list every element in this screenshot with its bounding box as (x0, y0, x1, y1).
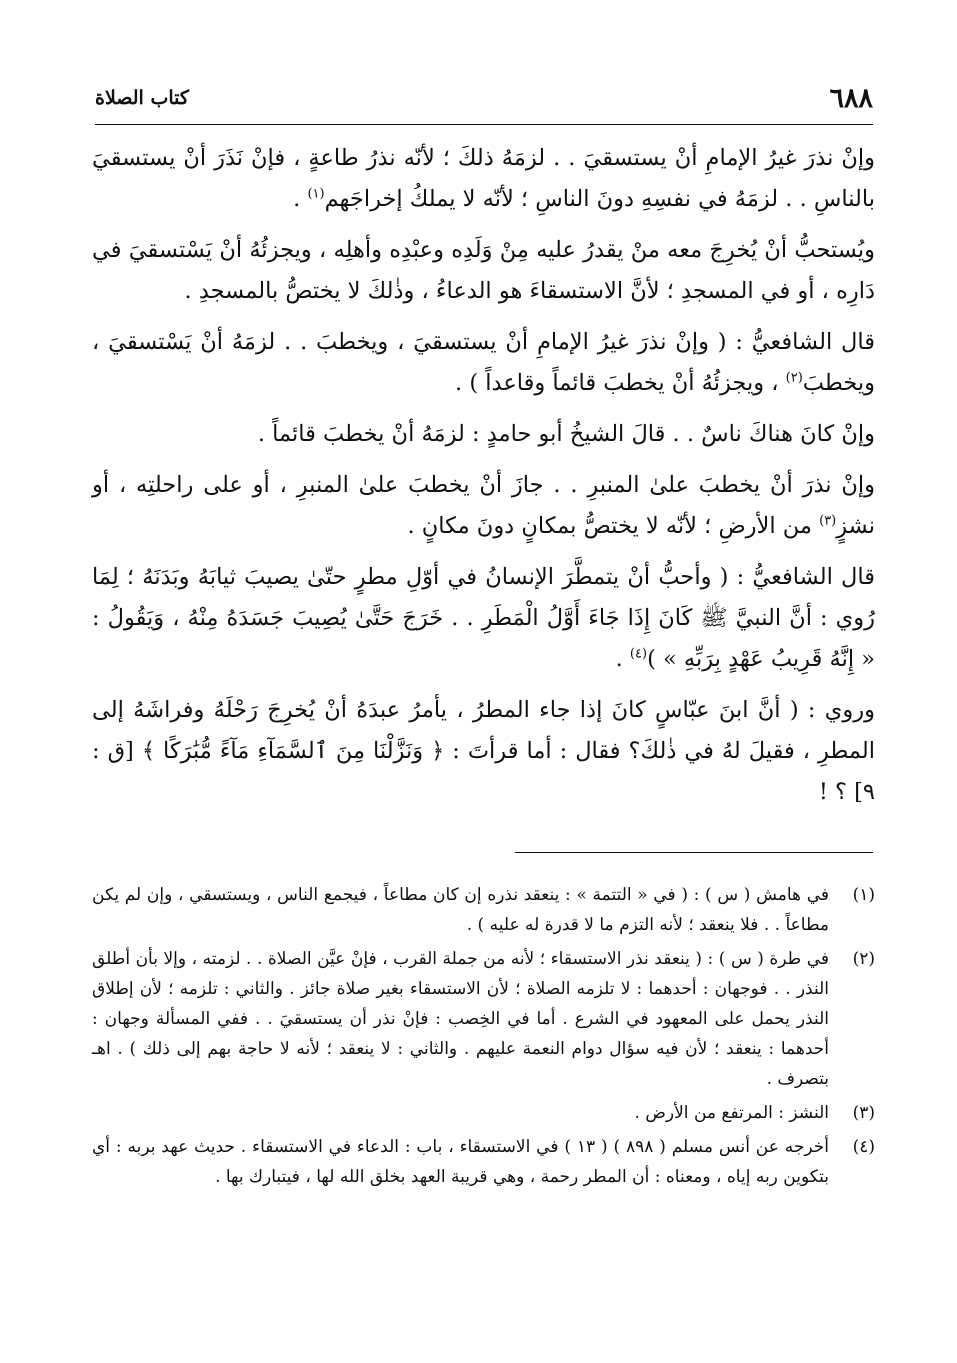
footnote-text: أخرجه عن أنس مسلم ( ٨٩٨ ) ( ١٣ ) في الاستسقاء ، باب : الدعاء في الاستسقاء . حديث عهد بربه : أي بتكوين ربه إياه ، ومعناه : أن المطر رحمة ، وهي قريبة العهد بخلق الله لها ، فيتبارك بها . (92, 1137, 829, 1187)
paragraph-text: وروي : ( أنَّ ابنَ عبّاسٍ كانَ إذا جاء المطرُ ، يأمرُ عبدَهُ أنْ يُخرِجَ رَحْلَهُ وفراشَهُ إلى المطرِ ، فقيلَ لهُ في ذٰلكَ؟ فقال : أما قرأتَ : ﴿ وَنَزَّلْنَا مِنَ ٱلسَّمَآءِ مَآءً مُّبَٰرَكًا ﴾ [ق : ٩] ؟ ! (92, 697, 875, 805)
running-title: كتاب الصلاة (95, 87, 189, 109)
footnote (92, 944, 875, 1094)
paragraph-text: وإنْ نذرَ غيرُ الإمامِ أنْ يستسقيَ . . لزمَهُ ذلكَ ؛ لأنّه نذرُ طاعةٍ ، فإنْ نَذَرَ أنْ يستسقيَ بالناسِ . . لزمَهُ في نفسِهِ دونَ الناسِ ؛ لأنّه لا يملكُ إخراجَهم (92, 145, 875, 212)
footnote-ref: (١) (307, 186, 325, 202)
paragraph (92, 557, 875, 680)
footnote-text: في طرة ( س ) : ( ينعقد نذر الاستسقاء ؛ لأنه من جملة القرب ، فإنْ عيَّن الصلاة . . لزمته ، وإلا بأن أطلق النذر . . فوجهان : أحدهما : لا تلزمه الصلاة ؛ لأن الاستسقاء بغير صلاة جائز . والثاني : تلزمه ؛ لأن إطلاق النذر يحمل على المعهود في الشرع . أما في الخِصب : فإنْ نذر أن يستسقيَ . . ففي المسألة وجهان : أحدهما : ينعقد ؛ لأن فيه سؤال دوام النعمة عليهم . والثاني : لا ينعقد ؛ لأنه لا حاجة بهم إلى ذلك ) . اهـ بتصرف . (92, 949, 829, 1089)
paragraph (92, 465, 875, 547)
footnote (92, 1132, 875, 1192)
paragraph-text: ويُستحبُّ أنْ يُخرِجَ معه منْ يقدرُ عليه مِنْ وَلَدِه وعبْدِه وأهلِه ، ويجزئُهُ أنْ يَسْتسقيَ في دَارِه ، أو في المسجدِ ؛ لأنَّ الاستسقاءَ هو الدعاءُ ، وذٰلكَ لا يختصُّ بالمسجدِ . (92, 237, 875, 304)
footnote-separator (515, 852, 873, 853)
paragraph-text: قال الشافعيُّ : ( وإنْ نذرَ غيرُ الإمامِ أنْ يستسقيَ ، ويخطبَ . . لزمَهُ أنْ يَسْتسقيَ ، ويخطبَ (92, 329, 875, 396)
page-number: ٦٨٨ (829, 82, 873, 114)
paragraph-text: قال الشافعيُّ : ( وأحبُّ أنْ يتمطَّرَ الإنسانُ في أوّلِ مطرٍ حتّىٰ يصيبَ ثيابَهُ وبَدَنَهُ ؛ لِمَا رُوي : أنَّ النبيَّ ﷺ كَانَ إِذَا جَاءَ أَوَّلُ الْمَطَرِ . . خَرَجَ حَتَّىٰ يُصِيبَ جَسَدَهُ مِنْهُ ، وَيَقُولُ : « إِنَّهُ قَرِيبُ عَهْدٍ بِرَبِّهِ » ) (92, 564, 875, 672)
header-rule (95, 124, 873, 125)
paragraph (92, 322, 875, 404)
footnote-ref: (٤) (629, 646, 648, 662)
paragraph (92, 690, 875, 813)
footnote-ref: (٢) (785, 370, 803, 386)
footnotes (92, 880, 875, 1196)
paragraph (92, 414, 875, 455)
paragraph (92, 230, 875, 312)
footnote (92, 1098, 875, 1128)
paragraph-text: وإنْ كانَ هناكَ ناسٌ . . قالَ الشيخُ أبو حامدٍ : لزمَهُ أنْ يخطبَ قائماً . (257, 421, 875, 447)
footnote-number: (٤) (852, 1137, 875, 1157)
footnote-number: (٣) (852, 1103, 875, 1123)
paragraph-text-end: . (293, 186, 308, 212)
footnote-ref: (٣) (819, 513, 837, 529)
paragraph (92, 138, 875, 220)
paragraph-text-end: من الأرضِ ؛ لأنّه لا يختصُّ بمكانٍ دونَ مكانٍ . (407, 513, 820, 539)
main-text (92, 138, 875, 823)
paragraph-text-end: . (615, 646, 630, 672)
footnote-text: النشز : المرتفع من الأرض . (634, 1103, 829, 1123)
footnote-text: في هامش ( س ) : ( في « التتمة » : ينعقد نذره إن كان مطاعاً ، فيجمع الناس ، ويستسقي ، وإن لم يكن مطاعاً . . فلا ينعقد ؛ لأنه التزم ما لا قدرة له عليه ) . (92, 885, 829, 935)
footnote-number: (٢) (852, 949, 875, 969)
footnote (92, 880, 875, 940)
paragraph-text: وإنْ نذرَ أنْ يخطبَ علىٰ المنبرِ . . جازَ أنْ يخطبَ علىٰ المنبرِ ، أو على راحلتِه ، أو نشزٍ (92, 472, 875, 539)
page-header (95, 78, 873, 118)
footnote-number: (١) (852, 885, 875, 905)
paragraph-text-end: ، ويجزئُهُ أنْ يخطبَ قائماً وقاعداً ) . (455, 370, 786, 396)
